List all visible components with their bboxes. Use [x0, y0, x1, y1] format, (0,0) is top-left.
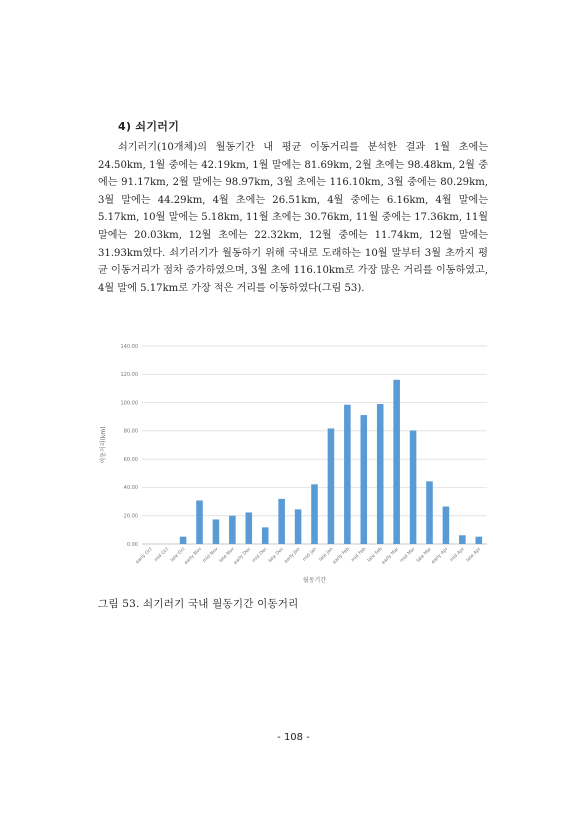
bar — [426, 481, 433, 544]
body-paragraph: 쇠기러기(10개체)의 월동기간 내 평균 이동거리를 분석한 결과 1월 초에는 24.50km, 1월 중에는 42.19km, 1월 말에는 81.69km, 2월 초에는 98.48km, 2월 중에는 91.17km, 2월 말에는 98.97km, 3월 초에는 116.10km, 3월 중에는 80.29km, 3월 말에는 44.29km, 4월 초에는 26.51km, 4월 중에는 6.16km, 4월 말에는 5.17km, 10월 말에는 5.18km, 11월 초에는 30.76km, 11월 중에는 17.36km, 11월 말에는 20.03km, 12월 초에는 22.32km, 12월 중에는 11.74km, 12월 말에는 31.93km였다. 쇠기러기가 월동하기 위해 국내로 도래하는 10월 말부터 3월 초까지 평균 이동거리가 점차 증가하였으며, 3월 초에 116.10km로 가장 많은 거리를 이동하였고, 4월 말에 5.17km로 가장 적은 거리를 이동하였다(그림 53). — [98, 142, 488, 294]
x-axis-label: 월동기간 — [302, 577, 327, 584]
x-tick-label: early Dec — [233, 546, 253, 566]
y-tick-label: 0.00 — [126, 541, 138, 548]
y-tick-label: 100.00 — [120, 400, 138, 407]
bar — [344, 405, 351, 544]
bar — [459, 535, 466, 544]
bar — [393, 380, 400, 544]
x-tick-label: early Feb — [332, 546, 351, 566]
x-tick-label: early Oct — [135, 546, 154, 566]
x-tick-label: mid Dec — [251, 546, 269, 564]
x-tick-label: mid Mar — [399, 546, 417, 564]
x-tick-label: late Dec — [268, 546, 286, 564]
x-tick-label: late Apr — [465, 546, 483, 564]
bar — [311, 484, 318, 544]
bar — [196, 500, 203, 544]
bar — [361, 415, 368, 544]
bar — [246, 512, 253, 544]
bar — [295, 509, 302, 544]
bar — [229, 516, 236, 544]
bar — [443, 507, 450, 544]
x-tick-label: early Nov — [183, 546, 203, 566]
y-tick-label: 80.00 — [123, 428, 138, 435]
y-tick-label: 20.00 — [123, 513, 138, 520]
bar — [377, 404, 384, 544]
figure-caption: 그림 53. 쇠기러기 국내 월동기간 이동거리 — [98, 598, 299, 610]
bar — [278, 499, 285, 544]
bar — [476, 537, 483, 544]
bar — [328, 428, 335, 544]
page-number: - 108 - — [277, 732, 310, 743]
x-tick-label: late Mar — [416, 546, 433, 564]
x-tick-label: early Apr — [431, 546, 450, 566]
bar — [213, 519, 220, 544]
bar — [410, 430, 417, 544]
y-tick-label: 140.00 — [120, 343, 138, 350]
y-tick-label: 40.00 — [123, 485, 138, 492]
x-tick-label: mid Feb — [350, 546, 368, 564]
x-tick-label: mid Oct — [153, 546, 171, 564]
x-tick-label: early Mar — [381, 546, 401, 566]
x-tick-label: late Feb — [367, 546, 384, 564]
x-tick-label: early Jan — [283, 546, 302, 565]
y-axis-label: 이동거리(km) — [100, 426, 107, 464]
y-tick-label: 60.00 — [123, 456, 138, 463]
x-tick-label: late Jan — [318, 546, 335, 563]
x-tick-label: mid Jan — [302, 546, 318, 563]
x-tick-label: mid Nov — [202, 546, 220, 564]
section-heading: 4) 쇠기러기 — [118, 120, 180, 133]
bar — [180, 537, 187, 544]
x-tick-label: late Oct — [170, 546, 187, 564]
x-tick-label: mid Apr — [449, 546, 466, 564]
bar — [262, 527, 269, 544]
x-tick-label: late Nov — [218, 546, 236, 564]
bar-chart — [95, 336, 495, 591]
y-tick-label: 120.00 — [120, 372, 138, 379]
